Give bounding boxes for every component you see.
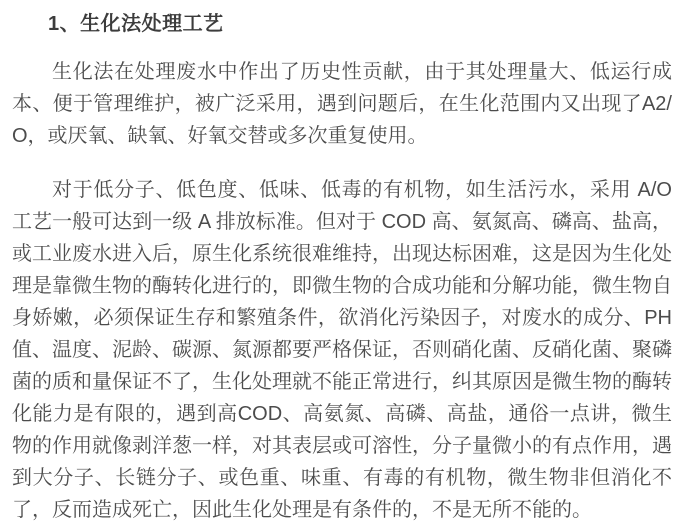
paragraph-detail: 对于低分子、低色度、低味、低毒的有机物，如生活污水，采用 A/O 工艺一般可达到一级 A 排放标准。但对于 COD 高、氨氮高、磷高、盐高，或工业废水进入后，原生化系统很难维持，出现达标困难，这是因为生化处理是靠微生物的酶转化进行的，即微生物的合成功能和分解功能，微生物自身娇嫩，必须保证生存和繁殖条件，欲消化污染因子，对废水的成分、PH值、温度、泥龄、碳源、氮源都要严格保证，否则硝化菌、反硝化菌、聚磷菌的质和量保证不了，生化处理就不能正常进行，纠其原因是微生物的酶转化能力是有限的，遇到高COD、高氨氮、高磷、高盐，通俗一点讲，微生物的作用就像剥洋葱一样，对其表层或可溶性，分子量微小的有点作用，遇到大分子、长链分子、或色重、味重、有毒的有机物，微生物非但消化不了，反而造成死亡，因此生化处理是有条件的，不是无所不能的。 (12, 179, 672, 521)
paragraph-intro: 生化法在处理废水中作出了历史性贡献，由于其处理量大、低运行成本、便于管理维护，被广泛采用，遇到问题后，在生化范围内又出现了A2/O，或厌氧、缺氧、好氧交替或多次重复使用。 (12, 61, 672, 147)
section-heading: 1、生化法处理工艺 (48, 13, 224, 35)
